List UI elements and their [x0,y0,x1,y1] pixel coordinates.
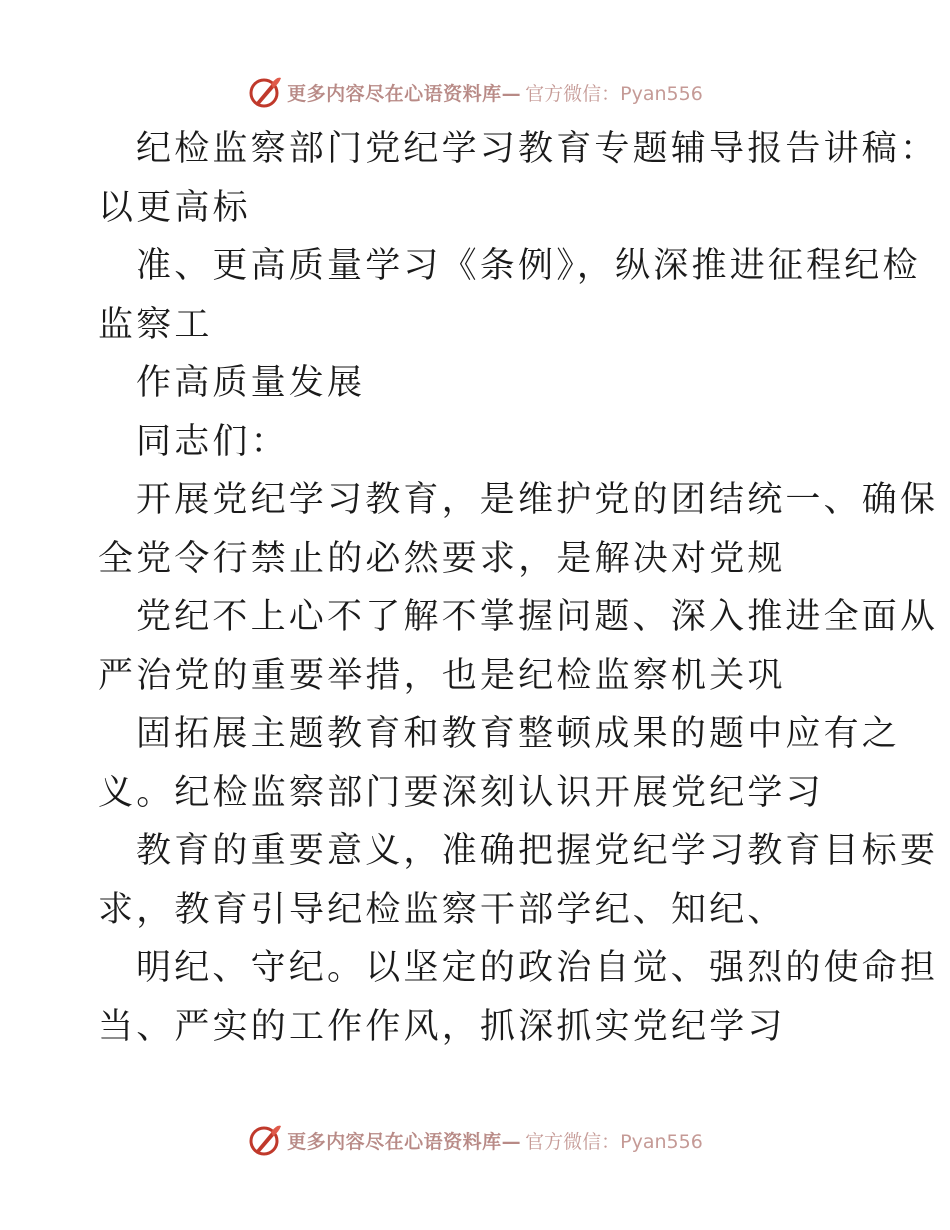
footer-banner [0,1120,950,1160]
title-line-4: 监察工 [98,304,213,345]
footer-banner-contact: 官方微信：Pyan556 [525,1130,703,1153]
title-line-5: 作高质量发展 [136,363,366,403]
paragraph-line: 固拓展主题教育和教育整顿成果的题中应有之 [136,714,901,754]
paragraph-line: 明纪、守纪。以坚定的政治自觉、强烈的使命担 [136,948,939,988]
paragraph-line: 求，教育引导纪检监察干部学纪、知纪、 [98,889,786,930]
paragraph-line: 严治党的重要举措，也是纪检监察机关巩 [98,655,786,696]
paragraph-line: 全党令行禁止的必然要求，是解决对党规 [98,538,786,579]
paragraph-line: 义。纪检监察部门要深刻认识开展党纪学习 [98,772,824,813]
document-body [98,120,939,1056]
title-line-1: 纪检监察部门党纪学习教育专题辅导报告讲稿： [136,129,939,169]
title-line-2: 以更高标 [98,187,251,228]
quill-logo-icon [247,74,283,110]
title-line-3: 准、更高质量学习《条例》，纵深推进征程纪检 [136,246,921,286]
paragraph-line: 党纪不上心不了解不掌握问题、深入推进全面从 [136,597,939,637]
header-banner-text: 更多内容尽在心语资料库— [287,82,522,105]
header-banner-contact: 官方微信：Pyan556 [525,82,703,105]
salutation: 同志们： [136,421,289,462]
footer-banner-text: 更多内容尽在心语资料库— [287,1130,522,1153]
paragraph-line: 教育的重要意义，准确把握党纪学习教育目标要 [136,831,939,871]
quill-logo-icon [247,1122,283,1158]
paragraph-line: 开展党纪学习教育，是维护党的团结统一、确保 [136,480,939,520]
header-banner [0,72,950,112]
paragraph-line: 当、严实的工作作风，抓深抓实党纪学习 [98,1006,786,1047]
